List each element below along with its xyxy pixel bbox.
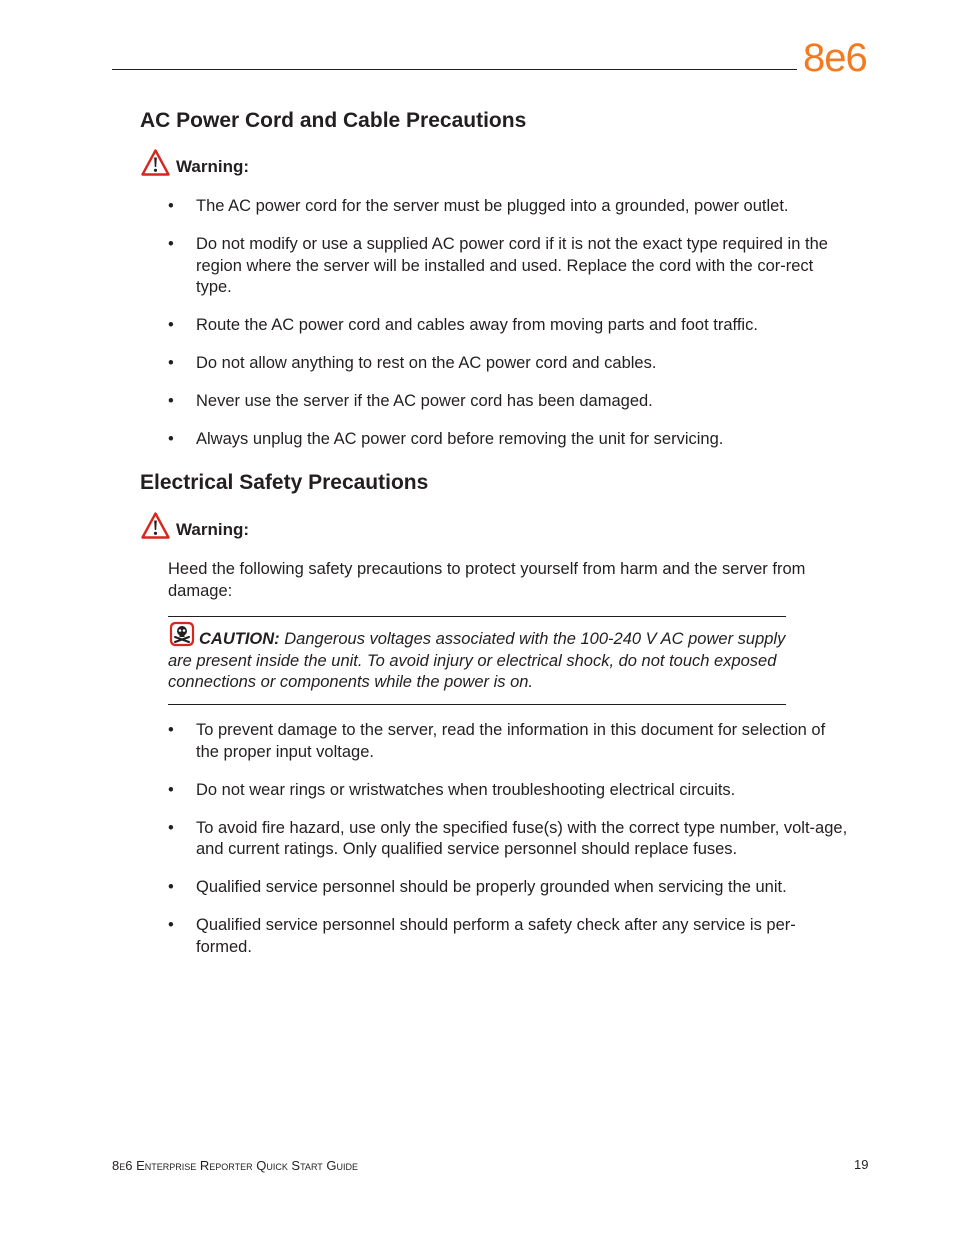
safety-intro-paragraph: Heed the following safety precautions to protect yourself from harm and the server from damage: — [168, 560, 806, 600]
caution-bottom-rule — [168, 704, 786, 705]
list-item: • Qualified service personnel should perform a safety check after any service is per-formed. — [168, 916, 796, 956]
header-rule — [112, 69, 797, 70]
warning-heading — [141, 512, 249, 539]
section-title-ac-power: AC Power Cord and Cable Precautions — [140, 109, 527, 132]
caution-label: CAUTION: — [199, 630, 280, 648]
caution-text: Dangerous voltages associated with the 100-240 V AC power supply are present inside the unit. To avoid injury or electrical shock, do not touch exposed connections or components while the power is on. — [168, 630, 786, 691]
warning-label: Warning: — [176, 156, 250, 176]
list-item: • Do not wear rings or wristwatches when troubleshooting electrical circuits. — [168, 780, 736, 799]
list-item: • Qualified service personnel should be properly grounded when servicing the unit. — [168, 878, 787, 896]
caution-note — [168, 621, 788, 694]
warning-triangle-icon — [141, 512, 170, 539]
list-item: • Do not allow anything to rest on the AC power cord and cables. — [168, 354, 657, 372]
caution-top-rule — [168, 616, 786, 617]
warning-label: Warning: — [176, 519, 250, 539]
warning-heading — [141, 149, 249, 176]
footer-title: 8e6 Enterprise Reporter Quick Start Guide — [112, 1158, 358, 1173]
list-item: • Route the AC power cord and cables away from moving parts and foot traffic. — [168, 316, 758, 334]
list-item: • Never use the server if the AC power cord has been damaged. — [168, 392, 653, 410]
skull-crossbones-icon — [168, 621, 196, 647]
section-title-electrical-safety: Electrical Safety Precautions — [140, 471, 429, 494]
list-item: • To avoid fire hazard, use only the specified fuse(s) with the correct type number, volt-age, and current ratings. Only qualified service personnel should replace fuses. — [168, 818, 848, 858]
electrical-safety-bullet-list — [168, 720, 848, 975]
brand-logo: 8e6 — [803, 36, 867, 80]
list-item: • Always unplug the AC power cord before removing the unit for servicing. — [168, 430, 724, 448]
ac-power-bullet-list — [168, 196, 848, 467]
list-item: • Do not modify or use a supplied AC power cord if it is not the exact type required in the region where the server will be installed and used. Replace the cord with the cor-rect type. — [168, 235, 828, 296]
list-item: • The AC power cord for the server must be plugged into a grounded, power outlet. — [168, 197, 789, 215]
page-number: 19 — [854, 1157, 869, 1172]
list-item: • To prevent damage to the server, read the information in this document for selection of the proper input voltage. — [168, 721, 826, 761]
warning-triangle-icon — [141, 149, 170, 176]
